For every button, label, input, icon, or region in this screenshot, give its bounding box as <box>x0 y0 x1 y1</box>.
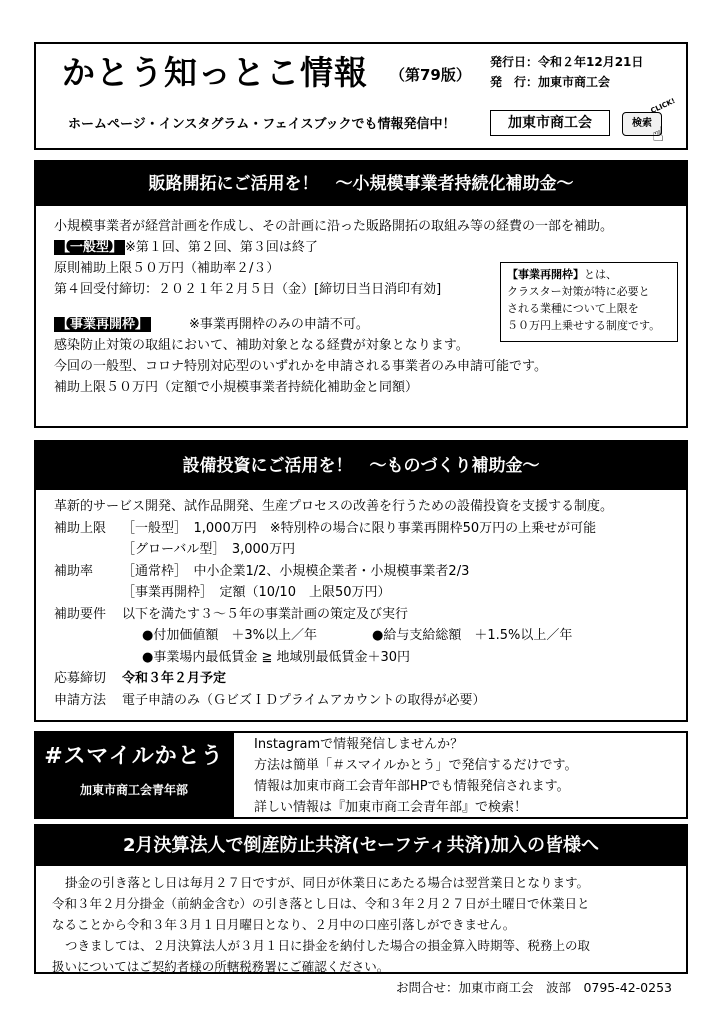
publisher: 発 行：加東市商工会 <box>490 75 611 89</box>
smile-banner <box>34 731 234 819</box>
section4-body: 掛金の引き落とし日は毎月２７日ですが、同日が休業日にあたる場合は翌営業日となります。 令和３年２月分掛金（前納金含む）の引き落とし日は、令和３年２月２７日が土曜日で休業日と なることから令和３年３月１日月曜日となり、２月中の口座引落しができません。 つきましては、２月決算法人が３月１日に掛金を納付した場合の損金算入時期等、税務上の取 扱いについてはご契約者様の所轄税務署にご確認ください。 お問合せ：加東市商工会 波部 0795-42-0253 <box>52 872 674 998</box>
restart-note-box: 【事業再開枠】とは、 クラスター対策が特に必要と される業種について上限を ５０万円上乗せする制度です。 <box>500 262 678 342</box>
issue-number: （第79版） <box>390 66 471 84</box>
section-title: 販路開拓にご活用を！ ～小規模事業者持続化補助金～ <box>36 162 686 206</box>
issue-meta <box>490 52 643 92</box>
text-line: 今回の一般型、コロナ特別対応型のいずれかを申請される事業者のみ申請可能です。 <box>54 359 547 374</box>
text-line: 【一般型】 ※第１回、第２回、第３回は終了 <box>54 237 613 258</box>
section2-body: 革新的サービス開発、試作品開発、生産プロセスの改善を行うための設備投資を支援する制度。 補助上限 ［一般型］ 1,000万円 ※特別枠の場合に限り事業再開枠50万円の上乗せが可能 ［グローバル型］ 3,000万円 補助率 ［通常枠］ 中小企業1/2、小規模企業者・小規模事業者2/3 ［事業再開枠］ 定額（10/10 上限50万円） 補助要件 以下を満たす３～５年の事業計画の策定及び実行 ●付加価値額 ＋3%以上／年 ●給与支給総額 ＋1.5%以上／年 ●事業場内最低賃金 ≧ 地域別最低賃金＋30円 応募締切 令和３年２月予定 申請方法 電子申請のみ（ＧビズＩＤプライムアカウントの取得が必要） <box>54 499 614 708</box>
smile-subtitle: 加東市商工会青年部 <box>79 783 188 797</box>
text-line: 原則補助上限５０万円（補助率２/３） <box>54 261 280 276</box>
click-label: CLICK! <box>649 96 677 116</box>
search-button[interactable]: 検索 <box>622 112 662 136</box>
section3-body: Instagramで情報発信しませんか？ 方法は簡単「＃スマイルかとう」で発信するだけです。 情報は加東市商工会青年部HPでも情報発信されます。 詳しい情報は『加東市商工会青年部』で検索！ <box>254 737 578 815</box>
text-line: 小規模事業者が経営計画を作成し、その計画に沿った販路開拓の取組み等の経費の一部を補助。 <box>54 219 614 234</box>
smile-title: #スマイルかとう <box>44 744 224 769</box>
sns-notice: ホームページ・インスタグラム・フェイスブックでも情報発信中！ <box>68 117 456 132</box>
section-title: 設備投資にご活用を！ ～ものづくり補助金～ <box>36 442 686 490</box>
text-line: 第４回受付締切：２０２１年２月５日（金）[締切日当日消印有効] <box>54 282 442 297</box>
section-safety-kyosai <box>34 824 688 995</box>
section-title: 2月決算法人で倒産防止共済(セーフティ共済)加入の皆様へ <box>36 826 686 866</box>
tag-general: 【一般型】 <box>54 240 125 255</box>
pointer-hand-icon: ☝ <box>652 122 665 146</box>
tag-restart: 【事業再開枠】 <box>54 317 151 332</box>
text-line: 感染防止対策の取組において、補助対象となる経費が対象となります。 <box>54 338 469 353</box>
contact-info: お問合せ：加東市商工会 波部 0795-42-0253 <box>395 980 672 995</box>
issued-date: 発行日：令和２年12月21日 <box>490 55 644 69</box>
text-line: 補助上限５０万円（定額で小規模事業者持続化補助金と同額） <box>54 380 419 395</box>
search-keyword-box: 加東市商工会 <box>490 110 610 136</box>
text-line: 【事業再開枠】 ※事業再開枠のみの申請不可。 <box>54 314 613 335</box>
newsletter-title: かとう知っとこ情報 <box>62 53 368 92</box>
